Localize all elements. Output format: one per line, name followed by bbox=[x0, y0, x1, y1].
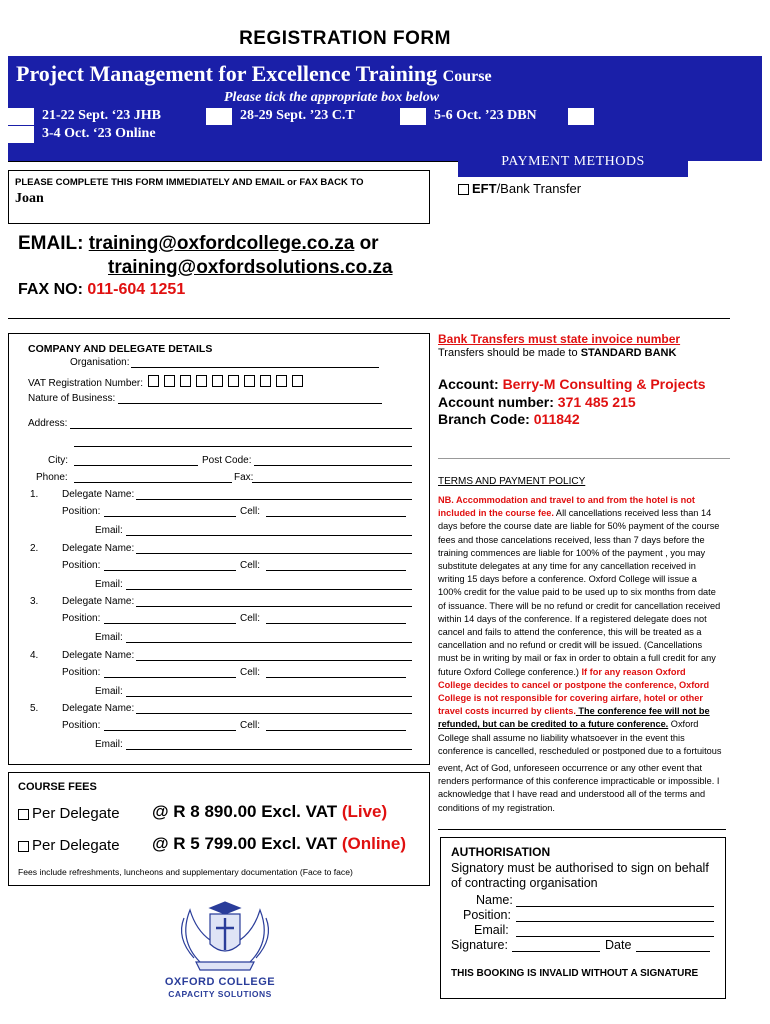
delegate-name-field[interactable] bbox=[136, 713, 412, 714]
terms-line bbox=[438, 745, 738, 758]
address-field-2[interactable] bbox=[74, 446, 412, 447]
terms-line bbox=[438, 547, 738, 560]
transfer-bank: STANDARD BANK bbox=[580, 347, 677, 359]
terms-line bbox=[438, 520, 738, 533]
terms-segment: event, Act of God, unforeseen occurrence or any other event that bbox=[438, 763, 703, 774]
delegate-email-label: Email: bbox=[95, 525, 123, 536]
terms-line bbox=[438, 666, 738, 679]
delegate-number: 1. bbox=[30, 489, 39, 500]
vat-number-boxes[interactable] bbox=[148, 374, 308, 392]
bank-divider bbox=[438, 458, 730, 459]
transfer-note bbox=[438, 347, 676, 359]
terms-segment: future Oxford College conference.) bbox=[438, 666, 579, 677]
auth-email-field[interactable] bbox=[516, 936, 714, 937]
delegate-cell-label: Cell: bbox=[240, 720, 261, 731]
terms-segment: Oxford bbox=[668, 719, 699, 730]
nature-label: Nature of Business: bbox=[28, 393, 116, 404]
terms-segment: cancel and fails to attend the conference, this will be treated as a bbox=[438, 627, 702, 638]
auth-email-label: Email: bbox=[474, 923, 509, 937]
logo-text-college: OXFORD COLLEGE bbox=[164, 976, 276, 988]
email-primary-link[interactable]: training@oxfordcollege.co.za bbox=[88, 233, 355, 254]
invoice-note: Bank Transfers must state invoice number bbox=[438, 332, 681, 346]
delegate-name-label: Delegate Name: bbox=[62, 489, 135, 500]
terms-segment: conference is cancelled, rescheduled or postponed due to a fortuitous bbox=[438, 745, 722, 756]
delegate-number: 4. bbox=[30, 649, 39, 661]
fees-heading: COURSE FEES bbox=[18, 781, 97, 793]
vat-digit-box[interactable] bbox=[164, 375, 175, 387]
course-banner bbox=[8, 56, 762, 161]
terms-line bbox=[438, 775, 738, 788]
payment-methods-heading: PAYMENT METHODS bbox=[458, 147, 688, 177]
option-label-online: 3-4 Oct. ‘23 Online bbox=[42, 126, 156, 141]
transfer-note-prefix: Transfers should be made to bbox=[438, 347, 578, 359]
delegate-position-label: Position: bbox=[62, 666, 101, 678]
delegate-name-label: Delegate Name: bbox=[62, 703, 135, 714]
vat-label: VAT Registration Number: bbox=[28, 378, 144, 389]
fax-field[interactable] bbox=[252, 482, 412, 483]
terms-segment: 100% credit for the value paid to be used up to six months from date bbox=[438, 587, 716, 598]
vat-digit-box[interactable] bbox=[196, 375, 207, 387]
terms-line bbox=[438, 639, 738, 652]
contact-name: Joan bbox=[15, 191, 44, 206]
delegate-email-field[interactable] bbox=[126, 696, 412, 697]
fee-live-tag: (Live) bbox=[341, 802, 388, 821]
vat-digit-box[interactable] bbox=[148, 375, 159, 387]
terms-line bbox=[438, 705, 738, 718]
fee-live-price-line bbox=[152, 802, 387, 822]
option-checkbox-dbn[interactable] bbox=[400, 108, 426, 125]
delegate-cell-label: Cell: bbox=[240, 506, 261, 517]
terms-line bbox=[438, 692, 738, 705]
terms-divider bbox=[438, 829, 726, 830]
terms-segment: NB. Accommodation and travel to and from the hotel is not bbox=[438, 495, 695, 505]
vat-digit-box[interactable] bbox=[180, 375, 191, 387]
terms-segment: training commences are liable for 100% of the payment , you may bbox=[438, 547, 706, 558]
terms-segment: conditions of my registration. bbox=[438, 802, 555, 813]
company-heading: COMPANY AND DELEGATE DETAILS bbox=[28, 343, 213, 355]
terms-text bbox=[438, 494, 738, 815]
delegate-cell-field[interactable] bbox=[266, 730, 406, 731]
authorisation-intro: Signatory must be authorised to sign on behalf of contracting organisation bbox=[451, 861, 709, 890]
delegate-name-label: Delegate Name: bbox=[62, 649, 135, 661]
terms-segment: substitute delegates at any time for any cancellation received in bbox=[438, 561, 696, 572]
delegate-email-field[interactable] bbox=[126, 535, 412, 536]
terms-segment: acknowledge that I have read and understood all of the terms and bbox=[438, 789, 706, 800]
terms-segment: renders performance of this conference impracticable or impossible. I bbox=[438, 776, 720, 787]
terms-segment: must be in writing by mail or fax in order to obtain a full credit for any bbox=[438, 653, 716, 664]
terms-line bbox=[438, 802, 738, 815]
course-suffix: Course bbox=[442, 68, 492, 85]
account-name-line bbox=[438, 376, 706, 392]
city-field[interactable] bbox=[74, 465, 198, 466]
delegate-cell-field[interactable] bbox=[266, 516, 406, 517]
terms-segment: If for any reason Oxford bbox=[578, 666, 686, 677]
terms-line bbox=[438, 534, 738, 547]
account-number: 371 485 215 bbox=[557, 394, 636, 410]
fee-online-checkbox[interactable] bbox=[18, 841, 29, 852]
auth-position-field[interactable] bbox=[516, 921, 714, 922]
terms-segment: College is not responsible for covering airfare, hotel or other bbox=[438, 693, 703, 704]
terms-line bbox=[438, 762, 738, 775]
terms-line bbox=[438, 507, 738, 520]
delegate-name-field[interactable] bbox=[136, 499, 412, 500]
form-title: REGISTRATION FORM bbox=[239, 28, 451, 49]
auth-position-label: Position: bbox=[463, 908, 511, 922]
delegate-email-field[interactable] bbox=[126, 642, 412, 643]
fax-number: 011-604 1251 bbox=[87, 281, 186, 298]
delegate-cell-field[interactable] bbox=[266, 570, 406, 571]
nature-field[interactable] bbox=[118, 403, 382, 404]
vat-digit-box[interactable] bbox=[212, 375, 223, 387]
auth-signature-field[interactable] bbox=[512, 951, 600, 952]
delegate-position-label: Position: bbox=[62, 559, 101, 571]
terms-segment: within 14 days of the conference. If a registered delegate does not bbox=[438, 613, 707, 624]
account-name: Berry-M Consulting & Projects bbox=[502, 376, 706, 392]
terms-segment: included in the course fee. bbox=[438, 508, 554, 519]
email-secondary-link[interactable]: training@oxfordsolutions.co.za bbox=[108, 257, 393, 278]
delegate-name-label: Delegate Name: bbox=[62, 542, 135, 554]
terms-line bbox=[438, 732, 738, 745]
delegate-email-label: Email: bbox=[95, 578, 123, 590]
vat-digit-box[interactable] bbox=[260, 375, 271, 387]
delegate-cell-label: Cell: bbox=[240, 559, 261, 571]
tick-instruction: Please tick the appropriate box below bbox=[224, 90, 440, 105]
account-label: Account: bbox=[438, 376, 499, 392]
fee-online-label: Per Delegate bbox=[32, 837, 120, 854]
terms-line bbox=[438, 652, 738, 665]
fax-label: FAX NO: bbox=[18, 281, 83, 298]
vat-digit-box[interactable] bbox=[244, 375, 255, 387]
delegate-cell-label: Cell: bbox=[240, 613, 261, 624]
fee-live-price: @ R 8 890.00 Excl. VAT bbox=[152, 802, 338, 821]
email-or: or bbox=[359, 233, 379, 254]
eft-option[interactable] bbox=[458, 181, 581, 196]
vat-digit-box[interactable] bbox=[292, 375, 303, 387]
delegate-email-label: Email: bbox=[95, 632, 123, 643]
terms-segment: days before the course date are liable for 50% payment of the course bbox=[438, 521, 720, 532]
terms-line bbox=[438, 494, 738, 507]
fee-live-checkbox[interactable] bbox=[18, 809, 29, 820]
email-line bbox=[18, 233, 379, 255]
address-label: Address: bbox=[28, 418, 68, 429]
terms-line bbox=[438, 586, 738, 599]
account-number-line bbox=[438, 394, 636, 410]
terms-segment: of issuance. There will be no refund or credit for cancellation received bbox=[438, 600, 721, 611]
booking-invalid-note: THIS BOOKING IS INVALID WITHOUT A SIGNATURE bbox=[451, 968, 699, 979]
terms-segment: travel costs incurred by clients. bbox=[438, 706, 576, 717]
postcode-field[interactable] bbox=[254, 465, 412, 466]
fee-live-label: Per Delegate bbox=[32, 805, 120, 822]
city-label: City: bbox=[48, 455, 68, 466]
fee-online-option[interactable] bbox=[18, 837, 120, 854]
phone-label: Phone: bbox=[36, 472, 68, 483]
postcode-label: Post Code: bbox=[202, 455, 252, 466]
delegate-position-field[interactable] bbox=[104, 730, 236, 731]
fees-note: Fees include refreshments, luncheons and supplementary documentation (Face to face) bbox=[18, 867, 353, 877]
auth-name-label: Name: bbox=[476, 893, 513, 907]
delegate-email-label: Email: bbox=[95, 739, 123, 750]
fee-online-price: @ R 5 799.00 Excl. VAT bbox=[152, 834, 338, 853]
delegate-position-label: Position: bbox=[62, 613, 101, 624]
terms-segment: cancellation and no refund or credit will be issued. (Cancellations bbox=[438, 640, 703, 651]
delegate-name-label: Delegate Name: bbox=[62, 596, 135, 607]
option-label-ct: 28-29 Sept. ’23 C.T bbox=[240, 108, 355, 123]
terms-segment: fees and those cancelations received, less than 7 days before the bbox=[438, 534, 705, 545]
option-label-dbn: 5-6 Oct. ’23 DBN bbox=[434, 108, 537, 123]
option-checkbox-online[interactable] bbox=[8, 126, 34, 143]
terms-line bbox=[438, 679, 738, 692]
option-label-jhb: 21-22 Sept. ‘23 JHB bbox=[42, 108, 161, 123]
branch-code-line bbox=[438, 411, 580, 427]
terms-line bbox=[438, 788, 738, 801]
branch-code-label: Branch Code: bbox=[438, 411, 530, 427]
delegate-name-field[interactable] bbox=[136, 606, 412, 607]
delegate-number: 2. bbox=[30, 542, 39, 554]
delegate-position-field[interactable] bbox=[104, 677, 236, 678]
eft-label-rest: /Bank Transfer bbox=[496, 181, 582, 196]
option-checkbox-jhb[interactable] bbox=[8, 108, 34, 125]
delegate-name-field[interactable] bbox=[136, 660, 412, 661]
organisation-label: Organisation: bbox=[70, 357, 130, 368]
terms-line bbox=[438, 626, 738, 639]
email-label: EMAIL: bbox=[18, 233, 84, 254]
auth-name-field[interactable] bbox=[516, 906, 714, 907]
course-title bbox=[16, 61, 492, 87]
fee-online-price-line bbox=[152, 834, 406, 854]
address-field-1[interactable] bbox=[70, 428, 412, 429]
college-crest-logo bbox=[170, 900, 280, 976]
contact-divider bbox=[8, 318, 730, 319]
delegate-cell-field[interactable] bbox=[266, 623, 406, 624]
fee-online-tag: (Online) bbox=[341, 834, 407, 853]
terms-line bbox=[438, 573, 738, 586]
auth-date-label: Date bbox=[605, 938, 632, 952]
delegate-position-label: Position: bbox=[62, 506, 101, 517]
option-checkbox-extra[interactable] bbox=[568, 108, 594, 125]
phone-field[interactable] bbox=[74, 482, 232, 483]
eft-checkbox[interactable] bbox=[458, 184, 469, 195]
option-checkbox-ct[interactable] bbox=[206, 108, 232, 125]
delegate-email-field[interactable] bbox=[126, 749, 412, 750]
delegate-name-field[interactable] bbox=[136, 553, 412, 554]
terms-heading: TERMS AND PAYMENT POLICY bbox=[438, 476, 586, 487]
vat-digit-box[interactable] bbox=[276, 375, 287, 387]
auth-signature-label: Signature: bbox=[451, 938, 508, 952]
delegate-position-label: Position: bbox=[62, 720, 101, 731]
delegate-cell-label: Cell: bbox=[240, 666, 261, 678]
terms-line bbox=[438, 613, 738, 626]
organisation-field[interactable] bbox=[131, 367, 379, 368]
delegate-position-field[interactable] bbox=[104, 623, 236, 624]
terms-segment: The conference fee will not be bbox=[575, 706, 710, 717]
delegate-position-field[interactable] bbox=[104, 570, 236, 571]
delegate-email-label: Email: bbox=[95, 685, 123, 697]
delegate-position-field[interactable] bbox=[104, 516, 236, 517]
terms-line bbox=[438, 718, 738, 731]
course-main: Project Management for Excellence Training bbox=[16, 61, 438, 86]
fee-live-option[interactable] bbox=[18, 805, 120, 822]
terms-segment: College shall assume no liability whatsoever in the event this bbox=[438, 732, 685, 743]
fax-line bbox=[18, 281, 185, 299]
auth-date-field[interactable] bbox=[636, 951, 710, 952]
branch-code: 011842 bbox=[533, 411, 580, 427]
delegate-email-field[interactable] bbox=[126, 589, 412, 590]
return-to-box bbox=[8, 170, 430, 224]
eft-label: EFT bbox=[472, 181, 497, 196]
fax-field-label: Fax: bbox=[234, 472, 254, 483]
banner-divider bbox=[8, 161, 458, 162]
complete-instruction: PLEASE COMPLETE THIS FORM IMMEDIATELY AND EMAIL or FAX BACK TO bbox=[15, 177, 364, 188]
account-number-label: Account number: bbox=[438, 394, 554, 410]
terms-line bbox=[438, 600, 738, 613]
terms-segment: writing 15 days before a conference. Oxford College will issue a bbox=[438, 574, 697, 585]
authorisation-heading: AUTHORISATION bbox=[451, 845, 551, 859]
vat-digit-box[interactable] bbox=[228, 375, 239, 387]
terms-line bbox=[438, 560, 738, 573]
terms-segment: refunded, but can be credited to a future conference. bbox=[438, 719, 669, 730]
logo-text-capacity: CAPACITY SOLUTIONS bbox=[168, 989, 272, 999]
delegate-number: 3. bbox=[30, 596, 39, 607]
delegate-number: 5. bbox=[30, 703, 39, 714]
delegate-cell-field[interactable] bbox=[266, 677, 406, 678]
terms-segment: College decides to cancel or postpone the conference, Oxford bbox=[438, 679, 710, 690]
terms-segment: All cancellations received less than 14 bbox=[553, 508, 712, 519]
